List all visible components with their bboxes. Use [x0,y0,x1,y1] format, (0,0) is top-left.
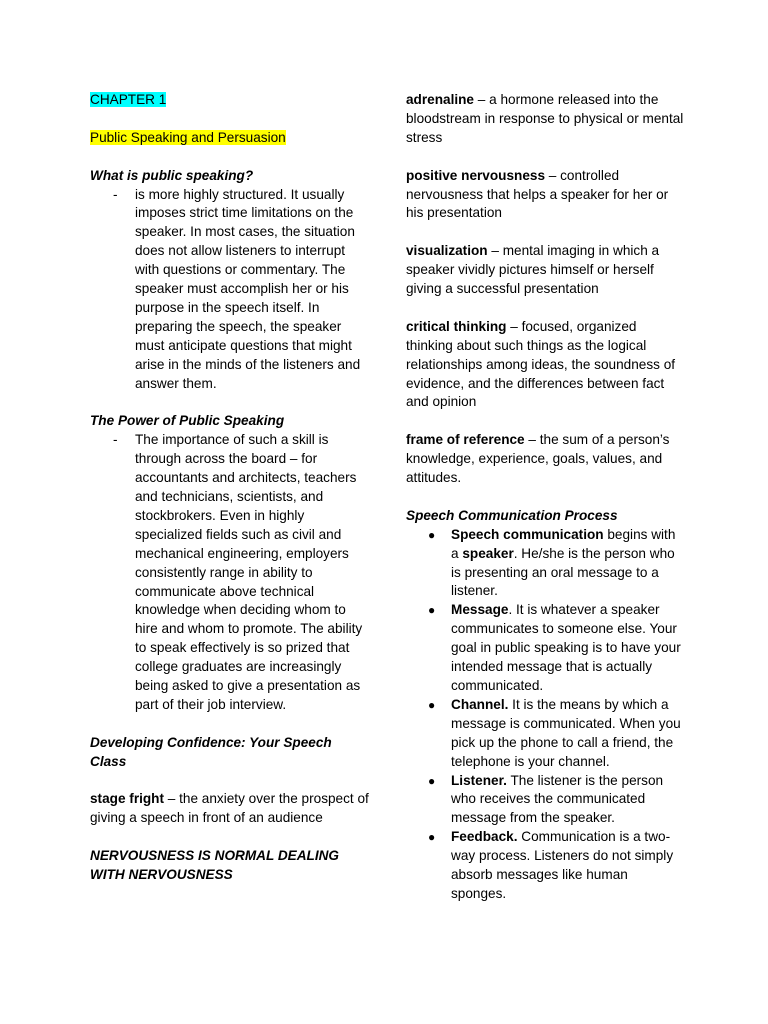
term: positive nervousness [406,167,546,183]
definition-text: – a hormone released into the bloodstream in response to physical or mental stress [406,92,684,145]
dash-list-what-is [90,186,370,394]
definition-positive-nervousness [406,167,686,224]
document-title: Public Speaking and Persuasion [90,129,286,145]
dash-marker: - [113,432,118,448]
left-column [90,91,370,885]
list-item: ● Feedback. Communication is a two-way process. Listeners do not simply absorb messages like human sponges. [428,829,674,901]
bullet-icon: ● [428,830,436,845]
chapter-label: CHAPTER 1 [90,92,167,107]
list-item-text: The importance of such a skill is through across the board – for accountants and architects, teachers and technicians, scientists, and stockbrokers. Even in highly specialized fields such as civil and mechanical engineering, employers consistently range in ability to communicate above technical knowledge when deciding whom to hire and whom to promote. The ability to speak effectively is so prized that college graduates are increasingly being asked to give a presentation as part of their job interview. [135,432,363,712]
section-heading-process: Speech Communication Process [406,507,618,523]
term: critical thinking [406,318,507,334]
term: Channel. [451,696,509,712]
term: visualization [406,243,488,259]
section-heading-what-is: What is public speaking? [90,167,254,183]
list-item: ● Message. It is whatever a speaker communicates to someone else. Your goal in public speaking is to have your intended message that is actually communicated. [428,602,681,694]
definition-stage-fright [90,790,370,828]
definition-text: – mental imaging in which a speaker vividly pictures himself or herself giving a successful presentation [406,243,660,297]
definition-critical-thinking [406,318,686,413]
bullet-icon: ● [428,603,436,618]
term: Feedback. [451,829,518,845]
term: Speech communication [451,526,604,542]
list-item: ● Channel. It is the means by which a message is communicated. When you pick up the phone to call a friend, the telephone is your channel. [428,696,681,769]
bullet-icon: ● [428,697,436,712]
dash-marker: - [113,186,118,202]
section-heading-power: The Power of Public Speaking [90,413,285,429]
definition-adrenaline [406,91,686,148]
term: speaker [462,545,514,561]
section-heading-confidence: Developing Confidence: Your Speech Class [90,734,332,769]
bullet-icon: ● [428,773,436,788]
bullet-icon: ● [428,527,436,542]
bullet-list-process [406,526,686,904]
list-item [90,431,370,715]
term: adrenaline [406,92,474,107]
term: stage fright [90,791,165,807]
term: Listener. [451,772,507,788]
list-item-text: is more highly structured. It usually imposes strict time limitations on the speaker. In most cases, the situation does not allow listeners to interrupt with questions or commentary. The speaker must accomplish her or his purpose in the speech itself. In preparing the speech, the speaker must anticipate questions that might arise in the minds of the listeners and answer them. [135,186,361,391]
term: Message [451,602,509,618]
definition-text: – controlled nervousness that helps a speaker for her or his presentation [406,167,669,221]
definition-text: – focused, organized thinking about such things as the logical relationships among ideas, the soundness of evidence, and the differences between fact and opinion [406,318,676,410]
list-item [90,186,370,394]
definition-visualization [406,242,686,299]
term: frame of reference [406,432,525,448]
section-heading-nervousness: NERVOUSNESS IS NORMAL DEALING WITH NERVOUSNESS [90,848,339,883]
definition-frame-of-reference [406,431,686,488]
list-item: ● Listener. The listener is the person who receives the communicated message from the speaker. [428,772,664,826]
definition-text: – the sum of a person’s knowledge, experience, goals, values, and attitudes. [406,432,670,486]
list-item: ● Speech communication begins with a speaker. He/she is the person who is presenting an oral message to a listener. [428,526,676,599]
definition-text: – the anxiety over the prospect of giving a speech in front of an audience [90,791,369,826]
dash-list-power [90,431,370,715]
right-column [406,91,686,904]
